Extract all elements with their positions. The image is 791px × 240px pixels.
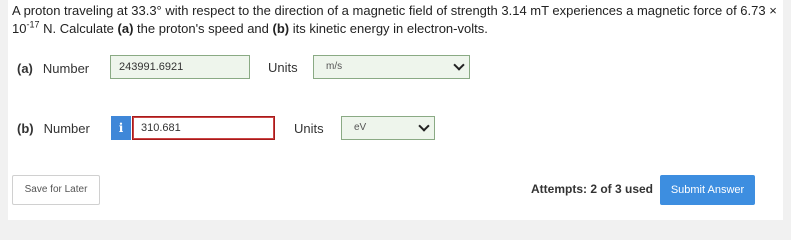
question-line-2: $10^{-17}$ N. Calculate (a) the proton's speed and (b) its kinetic energy in electron-volts. <box>12 19 488 36</box>
part-b-label: (b) Number <box>17 121 90 136</box>
attempts-counter: Attempts: 2 of 3 used <box>531 182 654 196</box>
info-icon[interactable]: i <box>111 116 131 140</box>
question-text <box>12 2 782 38</box>
part-a-number-input[interactable]: 243991.6921 <box>110 55 250 79</box>
part-b-number-input[interactable]: 310.681 <box>132 116 275 140</box>
part-b-units-select[interactable]: eV <box>341 116 435 140</box>
part-b-units-label: Units <box>294 121 324 136</box>
chevron-down-icon <box>418 120 429 131</box>
chevron-down-icon <box>453 59 464 70</box>
part-a-units-select[interactable]: m/s <box>313 55 470 79</box>
submit-answer-button[interactable]: Submit Answer <box>660 175 755 205</box>
part-a-units-label: Units <box>268 60 298 75</box>
part-a-label: (a) Number <box>17 61 90 76</box>
question-line-1: A proton traveling at 33.3° with respect to the direction of a magnetic field of strength 3.14 mT experiences a magnetic force of 6.73 × <box>12 3 777 18</box>
save-for-later-button[interactable]: Save for Later <box>12 175 100 205</box>
